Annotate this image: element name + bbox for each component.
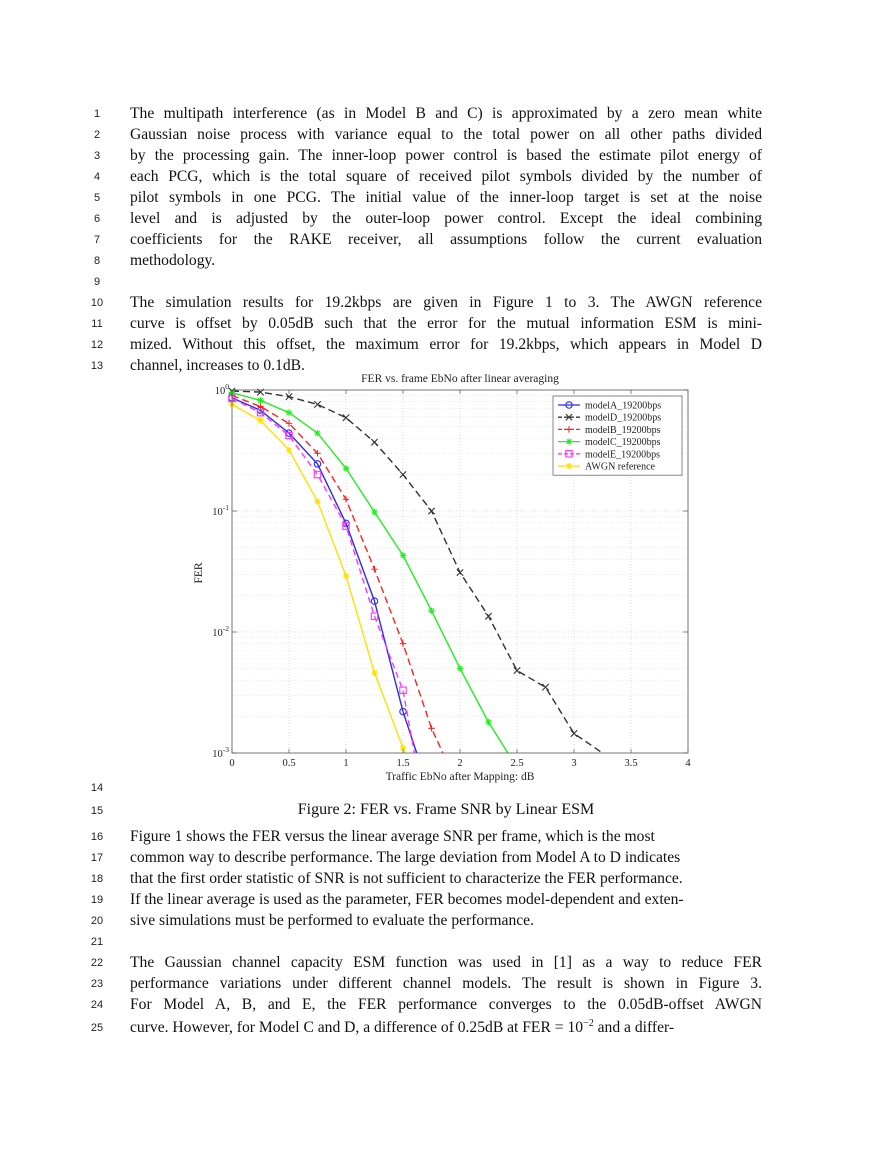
x-tick-label: 0 (229, 758, 235, 769)
series-point (428, 607, 434, 613)
text-line: Figure 1 shows the FER versus the linear average SNR per frame, which is the most (130, 828, 655, 845)
text-line: The Gaussian channel capacity ESM function was used in [1] as a way to reduce FER (130, 954, 762, 971)
text-line: coefficients for the RAKE receiver, all assumptions follow the current evaluation (130, 231, 762, 248)
line-number: 25 (90, 1022, 104, 1034)
series-point (371, 670, 377, 676)
line-number: 9 (93, 276, 101, 288)
legend-label: modelC_19200bps (585, 437, 661, 449)
text-line: For Model A, B, and E, the FER performance converges to the 0.05dB-offset AWGN (130, 996, 762, 1013)
line-number: 7 (93, 234, 101, 246)
x-tick-label: 2.5 (510, 758, 524, 769)
series-point (314, 430, 320, 436)
line-number: 1 (93, 108, 101, 120)
x-tick-label: 3.5 (624, 758, 638, 769)
line-number: 11 (91, 318, 103, 330)
line-number: 8 (93, 255, 101, 267)
text-line: pilot symbols in one PCG. The initial value of the inner-loop target is set at the noise (130, 189, 762, 206)
y-tick-label: $10^{-3}$ (212, 745, 229, 760)
text-line: by the processing gain. The inner-loop power control is based the estimate pilot energy of (130, 147, 762, 164)
text-line: mized. Without this offset, the maximum error for 19.2kbps, which appears in Model D (130, 336, 762, 353)
text-line: If the linear average is used as the parameter, FER becomes model-dependent and exten- (130, 891, 684, 908)
x-tick-label: 3 (571, 758, 577, 769)
line-number: 5 (93, 192, 101, 204)
chart-legend (553, 396, 682, 475)
series-point (343, 573, 349, 579)
x-tick-label: 2 (457, 758, 463, 769)
y-tick-label: $10^{-2}$ (212, 624, 229, 639)
legend-label: modelA_19200bps (585, 400, 662, 412)
legend-label: AWGN reference (585, 461, 655, 473)
line-number: 6 (93, 213, 101, 225)
line-number: 21 (90, 936, 104, 948)
figure-caption: Figure 2: FER vs. Frame SNR by Linear ESM (297, 801, 595, 818)
series-point (371, 509, 377, 515)
legend-label: modelB_19200bps (585, 424, 661, 436)
fer-chart (190, 368, 710, 783)
text-span: curve. However, for Model C and D, a difference of 0.25dB at FER = 10 (130, 1019, 584, 1036)
text-line: each PCG, which is the total square of received pilot symbols divided by the number of (130, 168, 762, 185)
series-point (485, 719, 491, 725)
series-point (286, 447, 292, 453)
legend-label: modelD_19200bps (585, 412, 662, 424)
series-point (400, 552, 406, 558)
text-line: The multipath interference (as in Model B and C) is approximated by a zero mean white (130, 105, 762, 122)
series-point (286, 409, 292, 415)
series-point (566, 438, 572, 444)
text-span: and a differ- (593, 1019, 675, 1036)
line-number: 18 (90, 873, 104, 885)
line-number: 20 (90, 915, 104, 927)
series-point (457, 665, 463, 671)
line-number: 17 (90, 852, 104, 864)
x-tick-label: 1 (343, 758, 349, 769)
y-tick-label: $10^0$ (214, 382, 229, 397)
text-line: Gaussian noise process with variance equal to the total power on all other paths divided (130, 126, 762, 143)
series-point (566, 463, 572, 469)
text-line: channel, increases to 0.1dB. (130, 357, 305, 374)
line-number: 22 (90, 957, 104, 969)
line-number: 16 (90, 831, 104, 843)
x-axis-label: Traffic EbNo after Mapping: dB (385, 771, 535, 783)
x-tick-label: 0.5 (282, 758, 296, 769)
series-point (314, 498, 320, 504)
y-tick-label: $10^{-1}$ (212, 503, 229, 518)
text-line: curve is offset by 0.05dB such that the error for the mutual information ESM is mini- (130, 315, 762, 332)
series-point (257, 417, 263, 423)
line-number: 10 (90, 297, 104, 309)
x-tick-label: 1.5 (396, 758, 410, 769)
line-number: 23 (90, 978, 104, 990)
line-number: 15 (90, 805, 104, 817)
series-point (343, 465, 349, 471)
text-line: methodology. (130, 252, 216, 269)
line-number: 24 (90, 999, 104, 1011)
y-axis-label: FER (193, 562, 205, 584)
x-tick-label: 4 (685, 758, 691, 769)
text-line: The simulation results for 19.2kbps are given in Figure 1 to 3. The AWGN reference (130, 294, 762, 311)
line-number: 12 (90, 339, 104, 351)
series-point (257, 397, 263, 403)
text-line: sive simulations must be performed to evaluate the performance. (130, 912, 535, 929)
text-line: that the first order statistic of SNR is not sufficient to characterize the FER performance. (130, 870, 683, 887)
text-line (130, 1018, 762, 1038)
text-line: performance variations under different channel models. The result is shown in Figure 3. (130, 975, 762, 992)
text-line: common way to describe performance. The large deviation from Model A to D indicates (130, 849, 681, 866)
line-number: 2 (93, 129, 101, 141)
line-number: 4 (93, 171, 101, 183)
exponent: −2 (583, 1018, 594, 1029)
line-number: 13 (90, 360, 104, 372)
line-number: 3 (93, 150, 101, 162)
chart-title: FER vs. frame EbNo after linear averaging (361, 373, 559, 385)
legend-label: modelE_19200bps (585, 449, 660, 461)
line-number: 14 (90, 782, 104, 794)
text-line: level and is adjusted by the outer-loop power control. Except the ideal combining (130, 210, 762, 227)
line-number: 19 (90, 894, 104, 906)
